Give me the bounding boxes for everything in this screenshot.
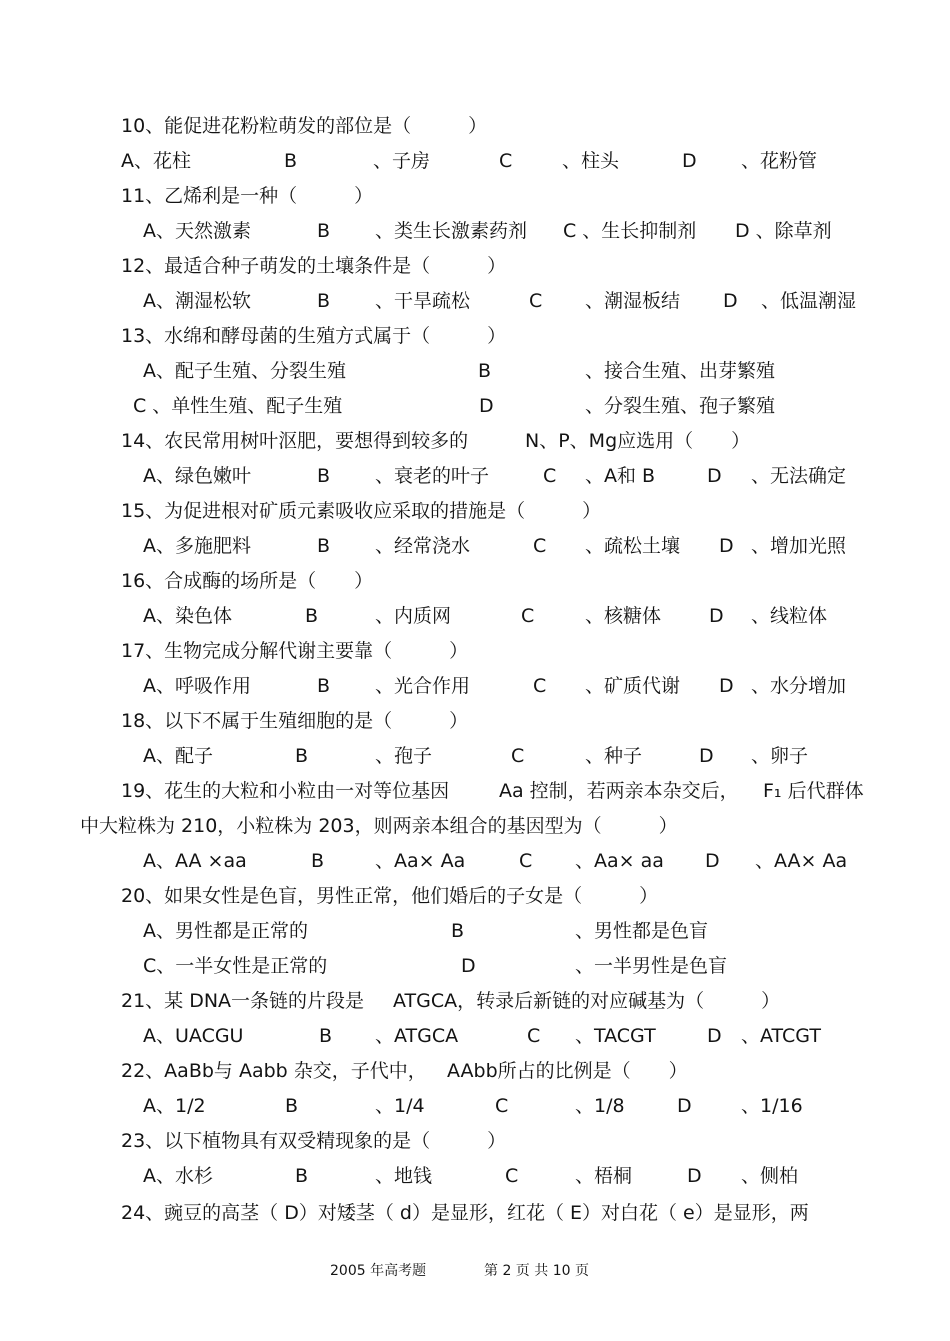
option-b: 、内质网	[375, 605, 452, 627]
option-a: A、配子	[143, 745, 213, 767]
option-a: A、1/2	[143, 1095, 206, 1117]
option-b-letter: B	[319, 1025, 333, 1047]
option-b: 、子房	[373, 150, 431, 172]
option-d: D 、除草剂	[735, 220, 832, 242]
option-c: 、柱头	[562, 150, 620, 172]
option-c: 、1/8	[575, 1095, 625, 1117]
option-d-letter: D	[719, 535, 734, 557]
question-18-stem: 18、以下不属于生殖细胞的是（ ）	[121, 710, 469, 732]
option-c-letter: C	[495, 1095, 509, 1117]
question-15-stem: 15、为促进根对矿质元素吸收应采取的措施是（ ）	[121, 500, 602, 522]
question-19-stem-part3: F₁ 后代群体	[763, 780, 864, 802]
option-c-letter: C	[521, 605, 535, 627]
option-a: A、绿色嫩叶	[143, 465, 251, 487]
option-d: 、ATCGT	[741, 1025, 821, 1047]
option-d: 、花粉管	[741, 150, 818, 172]
option-b: 、衰老的叶子	[375, 465, 490, 487]
option-d: 、一半男性是色盲	[575, 955, 728, 977]
option-b: 、地钱	[375, 1165, 433, 1187]
option-d-letter: D	[707, 465, 722, 487]
option-c: 、TACGT	[575, 1025, 656, 1047]
option-b-letter: B	[317, 535, 331, 557]
question-19-stem-part2: Aa 控制，若两亲本杂交后，	[499, 780, 739, 802]
question-14-elements: N、P、Mg应选用（ ）	[525, 430, 751, 452]
option-a: A、呼吸作用	[143, 675, 251, 697]
question-10-stem: 10、能促进花粉粒萌发的部位是（ ）	[121, 115, 488, 137]
option-c-letter: C	[505, 1165, 519, 1187]
option-c: 、种子	[585, 745, 643, 767]
question-23-stem: 23、以下植物具有双受精现象的是（ ）	[121, 1130, 507, 1152]
question-13-stem: 13、水绵和酵母菌的生殖方式属于（ ）	[121, 325, 507, 347]
option-d: 、低温潮湿	[761, 290, 857, 312]
question-24-stem: 24、豌豆的高茎（ D）对矮茎（ d）是显形，红花（ E）对白花（ e）是显形，两	[121, 1202, 809, 1224]
question-20-stem: 20、如果女性是色盲，男性正常，他们婚后的子女是（ ）	[121, 885, 659, 907]
option-b: 、ATGCA	[375, 1025, 459, 1047]
option-a: A、花柱	[121, 150, 191, 172]
question-22-stem-part1: 22、AaBb与 Aabb 杂交，子代中，	[121, 1060, 427, 1082]
option-d: 、侧柏	[741, 1165, 799, 1187]
option-b-letter: B	[317, 465, 331, 487]
option-b-letter: B	[317, 675, 331, 697]
option-d: 、无法确定	[751, 465, 847, 487]
option-d-letter: D	[682, 150, 697, 172]
option-b-letter: B	[284, 150, 298, 172]
option-b-letter: B	[311, 850, 325, 872]
option-d-letter: D	[687, 1165, 702, 1187]
option-c-letter: C	[543, 465, 557, 487]
option-b: 、男性都是色盲	[575, 920, 709, 942]
option-d: 、线粒体	[751, 605, 828, 627]
option-c: 、矿质代谢	[585, 675, 681, 697]
option-b: 、光合作用	[375, 675, 471, 697]
option-a: A、天然激素	[143, 220, 251, 242]
option-a: A、配子生殖、分裂生殖	[143, 360, 346, 382]
option-a: A、染色体	[143, 605, 232, 627]
option-d-letter: D	[699, 745, 714, 767]
option-b-letter: B	[285, 1095, 299, 1117]
footer-source: 2005 年高考题	[330, 1263, 427, 1279]
option-d: 、1/16	[741, 1095, 803, 1117]
option-a: A、多施肥料	[143, 535, 251, 557]
option-c: 、潮湿板结	[585, 290, 681, 312]
option-d: 、增加光照	[751, 535, 847, 557]
option-d: 、分裂生殖、孢子繁殖	[585, 395, 776, 417]
footer-page-number: 第 2 页 共 10 页	[484, 1263, 589, 1279]
option-d-letter: D	[705, 850, 720, 872]
option-d-letter: D	[677, 1095, 692, 1117]
option-c-letter: C	[519, 850, 533, 872]
option-b-letter: B	[295, 1165, 309, 1187]
option-b-letter: B	[451, 920, 465, 942]
option-a: A、男性都是正常的	[143, 920, 308, 942]
option-c: 、疏松土壤	[585, 535, 681, 557]
option-c-letter: C	[533, 535, 547, 557]
option-d-letter: D	[723, 290, 738, 312]
question-11-stem: 11、乙烯利是一种（ ）	[121, 185, 374, 207]
question-16-stem: 16、合成酶的场所是（ ）	[121, 570, 374, 592]
option-d-letter: D	[709, 605, 724, 627]
option-c: 、A和 B	[585, 465, 656, 487]
option-b-letter: B	[317, 290, 331, 312]
option-d: 、水分增加	[751, 675, 847, 697]
option-c-letter: C	[533, 675, 547, 697]
option-b: 、经常浇水	[375, 535, 471, 557]
question-17-stem: 17、生物完成分解代谢主要靠（ ）	[121, 640, 469, 662]
option-b: 、接合生殖、出芽繁殖	[585, 360, 776, 382]
option-d: 、卵子	[751, 745, 809, 767]
question-12-stem: 12、最适合种子萌发的土壤条件是（ ）	[121, 255, 507, 277]
option-c: C、一半女性是正常的	[143, 955, 328, 977]
option-a: A、UACGU	[143, 1025, 244, 1047]
option-b-letter: B	[305, 605, 319, 627]
option-c: C 、生长抑制剂	[563, 220, 697, 242]
question-22-stem-part2: AAbb所占的比例是（ ）	[447, 1060, 688, 1082]
option-c: 、核糖体	[585, 605, 662, 627]
option-c-letter: C	[527, 1025, 541, 1047]
option-a: A、潮湿松软	[143, 290, 251, 312]
option-b: 、1/4	[375, 1095, 425, 1117]
option-d-letter: D	[707, 1025, 722, 1047]
option-c: 、Aa× aa	[575, 850, 664, 872]
question-14-stem-text: 14、农民常用树叶沤肥，要想得到较多的	[121, 430, 469, 452]
option-c-letter: C	[499, 150, 513, 172]
option-c: C 、单性生殖、配子生殖	[133, 395, 343, 417]
option-d-letter: D	[479, 395, 494, 417]
option-b-letter: B	[478, 360, 492, 382]
option-b: 、Aa× Aa	[375, 850, 466, 872]
option-b-letter: B	[295, 745, 309, 767]
option-b: 、干旱疏松	[375, 290, 471, 312]
option-a: A、AA ×aa	[143, 850, 247, 872]
option-b: 、类生长激素药剂	[375, 220, 528, 242]
option-b-letter: B	[317, 220, 331, 242]
option-d: 、AA× Aa	[755, 850, 848, 872]
option-d-letter: D	[719, 675, 734, 697]
option-c-letter: C	[529, 290, 543, 312]
question-19-stem-line2: 中大粒株为 210，小粒株为 203，则两亲本组合的基因型为（ ）	[80, 815, 678, 837]
question-21-stem-part1: 21、某 DNA一条链的片段是	[121, 990, 365, 1012]
question-21-stem-part2: ATGCA，转录后新链的对应碱基为（ ）	[393, 990, 781, 1012]
option-c-letter: C	[511, 745, 525, 767]
option-c: 、梧桐	[575, 1165, 633, 1187]
option-a: A、水杉	[143, 1165, 213, 1187]
option-d-letter: D	[461, 955, 476, 977]
option-b: 、孢子	[375, 745, 433, 767]
question-19-stem-part1: 19、花生的大粒和小粒由一对等位基因	[121, 780, 450, 802]
